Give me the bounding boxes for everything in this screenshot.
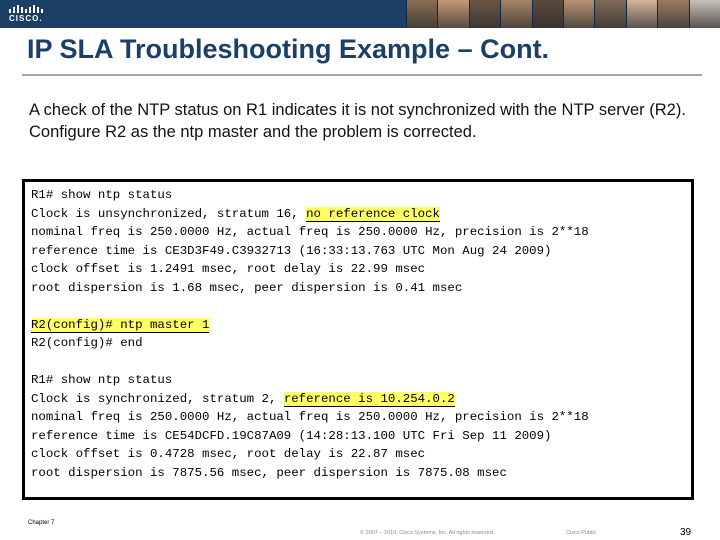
cli-text: Clock is synchronized, stratum 2, [31,392,284,406]
cli-line: clock offset is 0.4728 msec, root delay is 22.87 msec [31,447,426,461]
cli-line: reference time is CE54DCFD.19C87A09 (14:28:13.100 UTC Fri Sep 11 2009) [31,429,552,443]
cli-line: nominal freq is 250.0000 Hz, actual freq is 250.0000 Hz, precision is 2**18 [31,410,589,424]
cli-line: R1# show ntp status [31,373,173,387]
header-photo [469,0,500,28]
header-photo [689,0,720,28]
cli-output-box [22,179,694,500]
cli-line: nominal freq is 250.0000 Hz, actual freq is 250.0000 Hz, precision is 2**18 [31,225,589,239]
header-photo [626,0,657,28]
cli-line [31,207,440,221]
header-photo [406,0,437,28]
intro-paragraph: A check of the NTP status on R1 indicates it is not synchronized with the NTP server (R2). Configure R2 as the ntp master and the problem is corrected. [29,101,686,141]
header-photo [657,0,688,28]
cli-line: root dispersion is 1.68 msec, peer dispersion is 0.41 msec [31,281,463,295]
header-bar [0,0,720,28]
cli-line [31,318,209,332]
chapter-label: Chapter 7 [28,520,55,526]
cli-line [31,392,455,406]
cli-text: Clock is unsynchronized, stratum 16, [31,207,307,221]
highlight-ntp-master: R2(config)# ntp master 1 [31,318,210,332]
cli-line: root dispersion is 7875.56 msec, peer dispersion is 7875.08 msec [31,466,507,480]
header-photo [437,0,468,28]
title-divider [22,74,702,76]
header-photo [532,0,563,28]
cli-line: reference time is CE3D3F49.C3932713 (16:33:13.763 UTC Mon Aug 24 2009) [31,244,552,258]
classification-label: Cisco Public [566,530,597,536]
cli-line: R1# show ntp status [31,188,173,202]
header-photo-strip [406,0,720,28]
header-photo [500,0,531,28]
highlight-reference-ip: reference is 10.254.0.2 [283,392,455,406]
cisco-logo [6,4,46,24]
header-photo [594,0,625,28]
page-number: 39 [680,527,692,538]
cli-line: clock offset is 1.2491 msec, root delay is 22.99 msec [31,262,426,276]
highlight-no-reference-clock: no reference clock [306,207,440,221]
slide-title: IP SLA Troubleshooting Example – Cont. [27,34,550,64]
cli-line: R2(config)# end [31,336,143,350]
cisco-logo-text: CISCO. [9,14,43,23]
copyright-notice: © 2007 – 2010, Cisco Systems, Inc. All rights reserved. [360,530,495,536]
cisco-bridge-icon [8,4,46,14]
header-photo [563,0,594,28]
